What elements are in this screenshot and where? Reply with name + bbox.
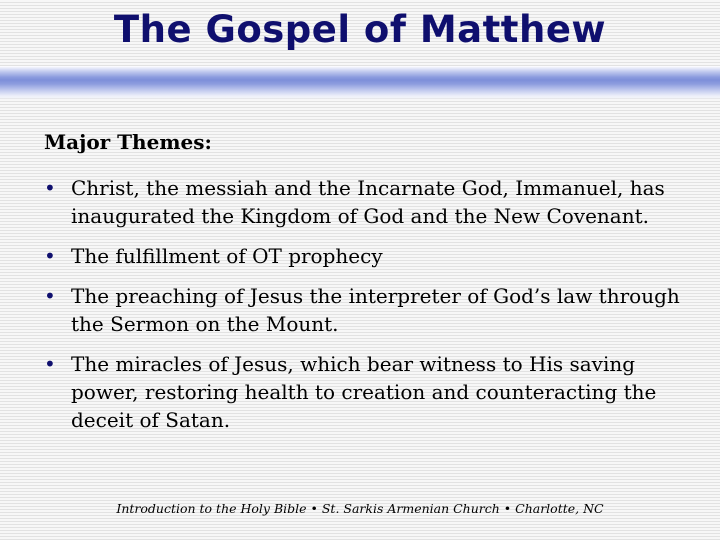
slide-footer: Introduction to the Holy Bible • St. Sarkis Armenian Church • Charlotte, NC [116,501,604,516]
title-divider-bar [0,66,720,100]
list-item [44,174,694,230]
bullet-icon: • [44,352,56,376]
bullet-icon: • [44,244,56,268]
slide-title: The Gospel of Matthew [113,8,607,51]
list-item [44,350,694,434]
list-item-text: The miracles of Jesus, which bear witness to His saving power, restoring health to creation and counteracting the deceit of Satan. [71,352,657,432]
theme-list [44,174,694,446]
list-item [44,282,694,338]
list-item-text: The preaching of Jesus the interpreter of God’s law through the Sermon on the Mount. [71,284,680,336]
list-item-text: Christ, the messiah and the Incarnate God, Immanuel, has inaugurated the Kingdom of God and the New Covenant. [71,176,665,228]
section-heading: Major Themes: [44,130,212,154]
list-item-text: The fulfillment of OT prophecy [71,244,383,268]
bullet-icon: • [44,176,56,200]
list-item [44,242,694,270]
bullet-icon: • [44,284,56,308]
